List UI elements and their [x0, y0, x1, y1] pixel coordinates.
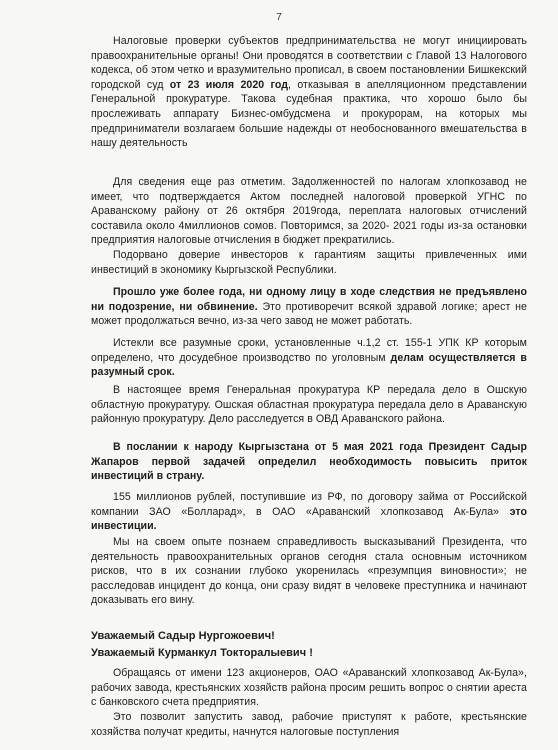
paragraph-tax-inspections: Налоговые проверки субъектов предпринимательства не могут инициировать правоохранительные органы! Они проводятся в соответствии с Главой 13 Налогового кодекса, об этом четко и вразумительно прописал, в своем постановлении Бишкекский городской суд от 23 июля 2020 год, отказывая в апелляционном представлении Генеральной прокуратуре. Такова судебная практика, что хорошо было бы прослеживать аппарату Бизнес-омбудсмена и прокурорам, на которых мы предприниматели возлагаем большие надежды от необоснованного вмешательства в нашу деятельность — [91, 35, 527, 150]
paragraph-prosecutor-transfer: В настоящее время Генеральная прокуратура КР передала дело в Ошскую областную прокуратуру. Ошская областная прокуратура передала дело в Араванскую районную прокуратуру. Дело расследуется в ОВД Араванского района. — [91, 384, 527, 426]
paragraph-no-tax-debt: Для сведения еще раз отметим. Задолженностей по налогам хлопкозавод не имеет, что подтверждается Актом последней налоговой проверкой УГНС по Араванскому району от 26 октября 2019года, переплата налоговых отчислений составила около 4миллионов сомов. Повторимся, за 2020- 2021 годы из-за остановки предприятия налоговые отчисления в бюджет прекратились. — [91, 176, 527, 247]
paragraph-president-address: В послании к народу Кыргызстана от 5 мая 2021 года Президент Садыр Жапаров первой задачей определил необходимость повысить приток инвестиций в страну. — [91, 441, 527, 483]
paragraph-investor-trust: Подорвано доверие инвесторов к гарантиям защиты привлеченных ими инвестиций в экономику Кыргызской Республики. — [91, 249, 527, 276]
greeting-official: Уважаемый Курманкул Токторалыевич ! — [91, 647, 313, 659]
date-emphasis: от 23 июля 2020 год — [169, 78, 289, 91]
paragraph-request: Обращаясь от имени 123 акционеров, ОАО «Араванский хлопкозавод Ак-Була», рабочих завода, крестьянских хозяйств района просим решить вопрос о снятии ареста с банковского счета предприятия. — [91, 667, 527, 709]
paragraph-investment-loan: 155 миллионов рублей, поступившие из РФ, по договору займа от Российской компании ЗАО «Болларад», в ОАО «Араванский хлопкозавод Ак-Була» это инвестиции. — [91, 491, 527, 533]
paragraph-no-charges: Прошло уже более года, ни одному лицу в ходе следствия не предъявлено ни подозрение, ни обвинение. Это противоречит всякой здравой логике; арест не может продолжаться вечно, из-за чего завод не может работать. — [91, 286, 527, 328]
greeting-president: Уважаемый Садыр Нургожоевич! — [91, 630, 275, 642]
paragraph-consequences: Это позволит запустить завод, рабочие приступят к работе, крестьянские хозяйства получат кредиты, начнутся налоговые поступления — [91, 711, 527, 738]
paragraph-presumption-guilt: Мы на своем опыте познаем справедливость высказываний Президента, что деятельность правоохранительных органов сегодня стала основным источником рисков, что в их сознании глубоко укоренилась «презумпция виновности»; не расследовав инцидент до конца, они сразу видят в человеке преступника и начинают доказывать его вину. — [91, 536, 527, 607]
page-number: 7 — [276, 12, 282, 23]
paragraph-deadlines: Истекли все разумные сроки, установленные ч.1,2 ст. 155-1 УПК КР которым определено, что досудебное производство по уголовным делам осуществляется в разумный срок. — [91, 337, 527, 379]
